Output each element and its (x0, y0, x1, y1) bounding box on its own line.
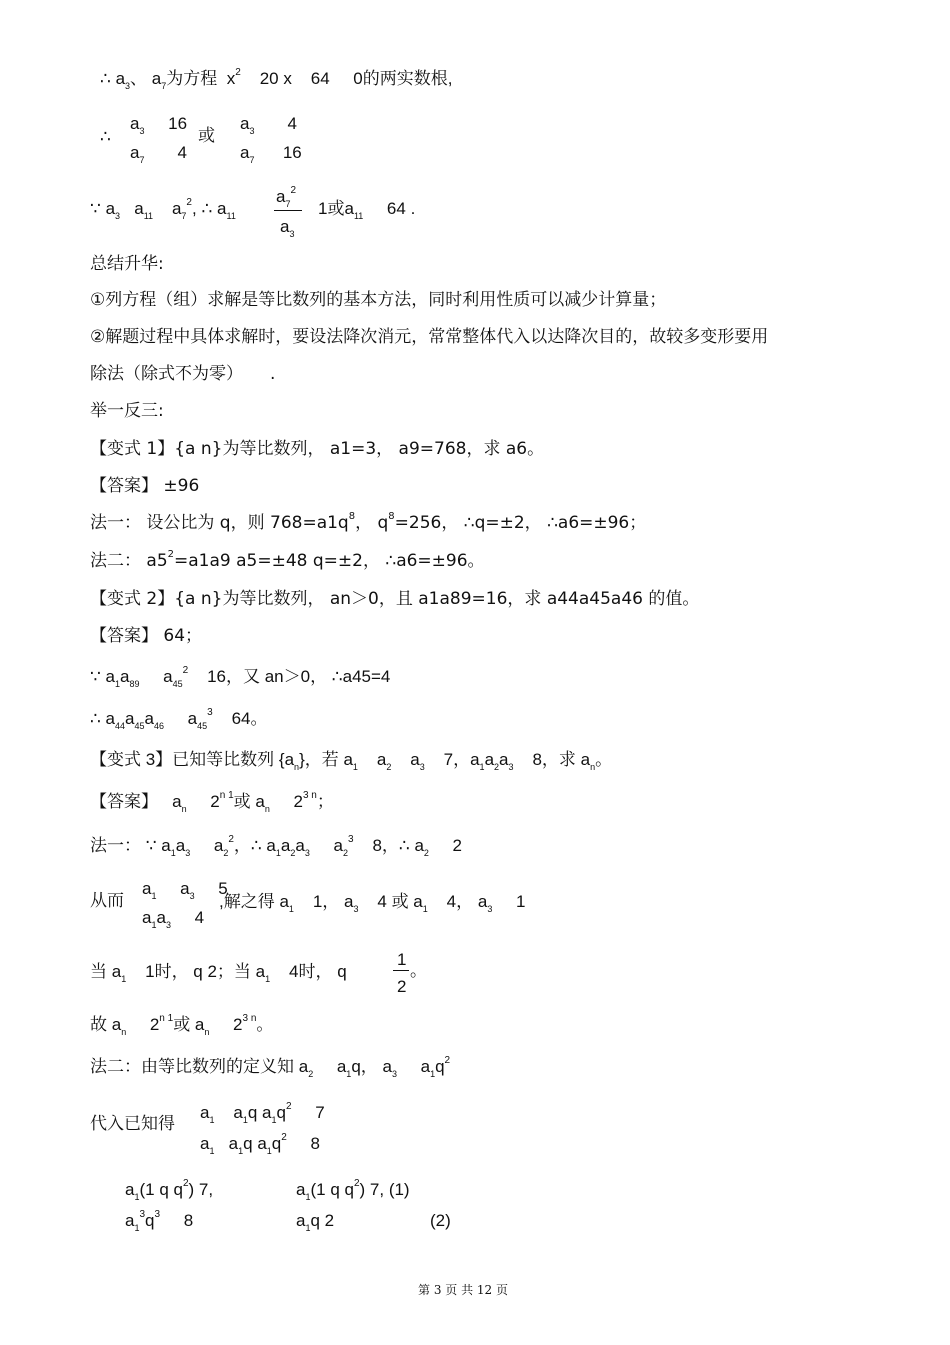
punct: . (410, 199, 416, 218)
var-a: a (175, 836, 186, 855)
value: 2 (210, 792, 220, 811)
subscript: 2 (386, 762, 392, 772)
text: 。 (595, 750, 613, 769)
subscript: 7 (139, 155, 145, 165)
system-right-row-1 (296, 1178, 410, 1202)
superscript: 3 (207, 707, 213, 718)
superscript: 2 (186, 197, 192, 208)
value: 8 (310, 1134, 320, 1153)
var-a: a (200, 1103, 210, 1122)
subscript: 2 (223, 848, 229, 858)
var-a: a (333, 836, 343, 855)
punct: . (270, 364, 276, 384)
subscript: 7 (181, 211, 187, 221)
var-a: a (233, 1103, 243, 1122)
superscript: n 1 (159, 1013, 174, 1024)
text: ) 7, (1) (359, 1180, 410, 1199)
var-a: a (484, 750, 495, 769)
text: ∴ a (90, 709, 115, 728)
var-q: q (271, 1134, 282, 1153)
var-a: a (336, 1057, 347, 1076)
text: 法二：由等比数列的定义知 a (90, 1057, 309, 1076)
subscript: 3 (249, 126, 255, 136)
hence-label: 从而 (90, 891, 124, 911)
superscript: 2 (228, 834, 234, 845)
var-a: a (151, 69, 162, 88)
value: 8 (183, 1211, 194, 1230)
value: 16 (168, 114, 188, 133)
equation-label-2: (2) (430, 1211, 451, 1230)
var-a: a (376, 750, 387, 769)
var-a: a (296, 1180, 306, 1199)
subscript: 44 (115, 721, 126, 731)
subscript: 1 (238, 1146, 244, 1156)
value: 16 (282, 143, 302, 162)
text: (1 q q (310, 1180, 354, 1199)
text: ，∴ a (233, 836, 276, 855)
fraction-numerator: 1 (397, 950, 407, 969)
system-row-2 (142, 908, 205, 930)
text: q a (247, 1103, 272, 1122)
var-a: a (125, 709, 135, 728)
var-a: a (171, 199, 182, 218)
var-a: a (410, 750, 420, 769)
var-a: a (280, 836, 291, 855)
text: ) 7, (188, 1180, 214, 1199)
subscript: 3 (353, 904, 359, 914)
text: q a (243, 1134, 267, 1153)
substitute-row-1 (200, 1101, 325, 1125)
text: 或 a (173, 1015, 205, 1034)
therefore-symbol: ∴ (100, 69, 111, 88)
var-a: a (280, 217, 290, 236)
superscript: 2 (444, 1055, 451, 1066)
superscript: 3 n (302, 790, 317, 801)
case-row-2 (130, 143, 188, 165)
superscript: 2 (235, 67, 241, 78)
var-a: a (125, 1211, 135, 1230)
value: 4 (177, 143, 188, 162)
variant-2-answer: 【答案】 64； (90, 626, 203, 646)
subscript: 1 (134, 1223, 140, 1233)
var-a: a (144, 709, 154, 728)
subscript: 1 (151, 920, 157, 930)
superscript: 2 (182, 665, 189, 676)
text: 1， a (312, 892, 354, 911)
text: 【答案】 (90, 792, 158, 811)
text: =a1a9 a5=±48 q=±2， ∴a6=±96。 (174, 551, 485, 571)
subscript: n (181, 804, 187, 814)
superscript: 3 (154, 1209, 161, 1220)
subscript: 45 (172, 679, 183, 689)
case-row-4 (240, 143, 302, 165)
equation-roots-line (100, 67, 453, 91)
subscript: 3 (115, 211, 121, 221)
value: 5 (218, 879, 228, 898)
text: 或 a (233, 792, 265, 811)
therefore-symbol: ∴ (201, 199, 213, 218)
subscript: 2 (423, 848, 429, 858)
var-a: a (200, 1134, 210, 1153)
text: 故 a (90, 1015, 122, 1034)
text: =256， ∴q=±2， ∴a6=±96； (394, 513, 647, 533)
var-a: a (142, 879, 152, 898)
examples-heading: 举一反三: (90, 401, 164, 421)
text: }，若 a (299, 750, 353, 769)
because-symbol: ∵ (90, 199, 101, 218)
subscript: 7 (249, 155, 255, 165)
subscript: 1 (352, 762, 358, 772)
subscript: 1 (346, 1069, 352, 1079)
text: 8，∴ a (372, 836, 424, 855)
subscript: 1 (134, 1192, 140, 1202)
value: 2 (149, 1015, 160, 1034)
var-a: a (344, 199, 354, 218)
because-line (90, 197, 236, 221)
variant-1-question: 【变式 1】{a n}为等比数列， a1=3， a9=768，求 a6。 (90, 439, 545, 459)
var-a: a (240, 114, 250, 133)
subscript: 1 (265, 974, 271, 984)
subscript: 1 (209, 1146, 215, 1156)
superscript: 2 (182, 1178, 189, 1189)
subscript: 3 (419, 762, 425, 772)
subscript: 3 (304, 848, 310, 858)
variant-2-step-1 (90, 665, 391, 689)
subscript: 1 (151, 891, 157, 901)
var-a: a (228, 1134, 239, 1153)
var-a: a (217, 199, 227, 218)
page-footer: 第 3 页 共 12 页 (418, 1283, 508, 1297)
therefore-symbol: ∴ (100, 127, 111, 146)
subscript: 3 (185, 848, 191, 858)
text: ； (316, 792, 334, 811)
punct: 、 (130, 69, 148, 88)
text: 法一： 设公比为 q，则 768=a1q (90, 513, 349, 533)
subscript: n (121, 1027, 127, 1037)
var-a: a (295, 836, 305, 855)
subscript: n (590, 762, 596, 772)
subscript: 1 (209, 1115, 215, 1125)
var-q: q (276, 1103, 286, 1122)
text: 8，求 a (532, 750, 591, 769)
subscript: 11 (353, 211, 364, 221)
var-a: a (125, 1180, 135, 1199)
system-right-row-2 (296, 1211, 335, 1233)
text: 法二： a5 (90, 551, 168, 571)
var-a: a (213, 836, 224, 855)
subscript: n (264, 804, 270, 814)
var-a: a (130, 143, 140, 162)
superscript: 2 (286, 1101, 292, 1112)
term: 0 (353, 69, 363, 88)
subscript: 3 (165, 920, 171, 930)
substitute-label: 代入已知得 (90, 1114, 175, 1134)
variant-3-method-2 (90, 1055, 451, 1079)
text: ,解之得 a (219, 892, 289, 911)
variant-3-question (90, 750, 613, 772)
variant-1-method-2 (90, 549, 485, 571)
value: 1 (515, 892, 526, 911)
value: 7 (315, 1103, 325, 1122)
var-a: a (130, 114, 140, 133)
subscript: 2 (494, 762, 500, 772)
text: 4， a (446, 892, 488, 911)
text: 4 或 a (377, 892, 423, 911)
superscript: 2 (353, 1178, 360, 1189)
subscript: 3 (391, 1069, 397, 1079)
fraction-denominator (280, 217, 295, 239)
superscript: 2 (167, 549, 175, 560)
text: 为方程 (166, 69, 218, 88)
text: ∵ a (90, 667, 115, 686)
subscript: 7 (161, 81, 167, 91)
text: 4时， q (289, 962, 347, 981)
cases-when-line (90, 962, 347, 984)
text: 当 a (90, 962, 122, 981)
case-row-3 (240, 114, 298, 136)
text: 法一： ∵ a (90, 836, 171, 855)
subscript: 46 (153, 721, 164, 731)
term: 64 (310, 69, 330, 88)
var-a: a (276, 187, 286, 206)
case-row-1 (130, 114, 188, 136)
subscript: 3 (508, 762, 514, 772)
subscript: 2 (308, 1069, 314, 1079)
solution-text (219, 892, 526, 914)
subscript: n (204, 1027, 210, 1037)
value: 2 (452, 836, 463, 855)
subscript: 3 (189, 891, 195, 901)
subscript: 1 (288, 904, 294, 914)
subscript: 89 (129, 679, 140, 689)
var-a: a (180, 879, 190, 898)
var-q: q (435, 1057, 445, 1076)
system-row-1 (142, 879, 228, 901)
var-a: a (115, 69, 126, 88)
value: 1 (318, 199, 328, 218)
subscript: 1 (121, 974, 127, 984)
var-a: a (420, 1057, 431, 1076)
punct: , (191, 199, 197, 218)
subscript: 3 (139, 126, 145, 136)
therefore-conclusion (90, 1013, 274, 1037)
system-left-row-1 (125, 1178, 214, 1202)
summary-point-2: ②解题过程中具体求解时，要设法降次消元，常常整体代入以达降次目的，故较多变形要用 (90, 327, 769, 347)
variant-1-method-1 (90, 511, 647, 533)
value: 4 (194, 908, 205, 927)
subscript: 1 (266, 1146, 272, 1156)
var-a: a (172, 792, 182, 811)
var-x: x (226, 69, 236, 88)
text: q， a (351, 1057, 392, 1076)
punct: 。 (410, 961, 427, 981)
variant-2-step-2 (90, 707, 268, 731)
subscript: 45 (197, 721, 208, 731)
text: (1 q q (139, 1180, 183, 1199)
summary-heading: 总结升华: (90, 254, 164, 274)
text: 。 (256, 1015, 274, 1034)
var-a: a (163, 667, 173, 686)
subscript: 1 (115, 679, 121, 689)
or-text: 或 (198, 126, 215, 146)
text: 7，a (443, 750, 480, 769)
var-a: a (142, 908, 152, 927)
text: 64。 (231, 709, 268, 728)
subscript: 1 (170, 848, 176, 858)
subscript: 3 (487, 904, 493, 914)
subscript: 11 (143, 211, 154, 221)
var-a: a (105, 199, 116, 218)
var-a: a (134, 199, 144, 218)
subscript: 1 (305, 1223, 311, 1233)
fraction-bar (274, 210, 302, 211)
fraction-bar (393, 970, 409, 971)
text: q 2 (310, 1211, 335, 1230)
value: 2 (293, 792, 303, 811)
text: 的两实数根, (362, 69, 453, 88)
var-a: a (187, 709, 198, 728)
variant-1-answer: 【答案】 ±96 (90, 476, 200, 496)
substitute-row-2 (200, 1132, 320, 1156)
superscript: 3 (347, 834, 354, 845)
subscript: 1 (479, 762, 485, 772)
value: 2 (233, 1015, 243, 1034)
subscript: 3 (289, 229, 295, 239)
variant-2-question: 【变式 2】{a n}为等比数列， an＞0，且 a1a89=16，求 a44a45a46 的值。 (90, 589, 700, 609)
variant-3-method-1 (90, 834, 463, 858)
superscript: n 1 (219, 790, 234, 801)
subscript: 7 (285, 199, 291, 209)
subscript: 3 (125, 81, 131, 91)
var-a: a (499, 750, 509, 769)
subscript: 45 (134, 721, 145, 731)
value: 4 (287, 114, 298, 133)
fraction-denominator: 2 (397, 977, 407, 996)
text: 【变式 3】已知等比数列 {a (90, 750, 295, 769)
subscript: 1 (242, 1115, 248, 1125)
text: 16，又 an＞0， ∴a45=4 (207, 667, 391, 686)
superscript: 3 n (242, 1013, 257, 1024)
subscript: 2 (290, 848, 296, 858)
subscript: 1 (275, 848, 281, 858)
subscript: 1 (422, 904, 428, 914)
text: ， q (355, 513, 389, 533)
var-q: q (145, 1211, 155, 1230)
or-text: 或 (327, 199, 345, 218)
value: 64 (386, 199, 406, 218)
var-a: a (296, 1211, 306, 1230)
fraction-numerator (276, 185, 297, 209)
superscript: 3 (139, 1209, 146, 1220)
subscript: 1 (430, 1069, 436, 1079)
subscript: n (294, 762, 300, 772)
superscript: 2 (281, 1132, 287, 1143)
variant-3-answer (90, 790, 334, 814)
var-a: a (156, 908, 166, 927)
term: 20 x (259, 69, 292, 88)
superscript: 8 (388, 511, 395, 522)
summary-point-2-cont (90, 366, 275, 383)
system-left-row-2 (125, 1209, 194, 1233)
var-a: a (240, 143, 250, 162)
subscript: 1 (271, 1115, 277, 1125)
subscript: 1 (305, 1192, 311, 1202)
subscript: 11 (226, 211, 236, 221)
text: 1时， q 2；当 a (145, 962, 266, 981)
text: 除法（除式不为零） (90, 364, 243, 384)
superscript: 2 (290, 185, 297, 196)
var-a: a (120, 667, 130, 686)
subscript: 2 (342, 848, 348, 858)
summary-point-1: ①列方程（组）求解是等比数列的基本方法，同时利用性质可以减少计算量； (90, 290, 667, 310)
superscript: 8 (348, 511, 356, 522)
result-line (318, 199, 416, 221)
